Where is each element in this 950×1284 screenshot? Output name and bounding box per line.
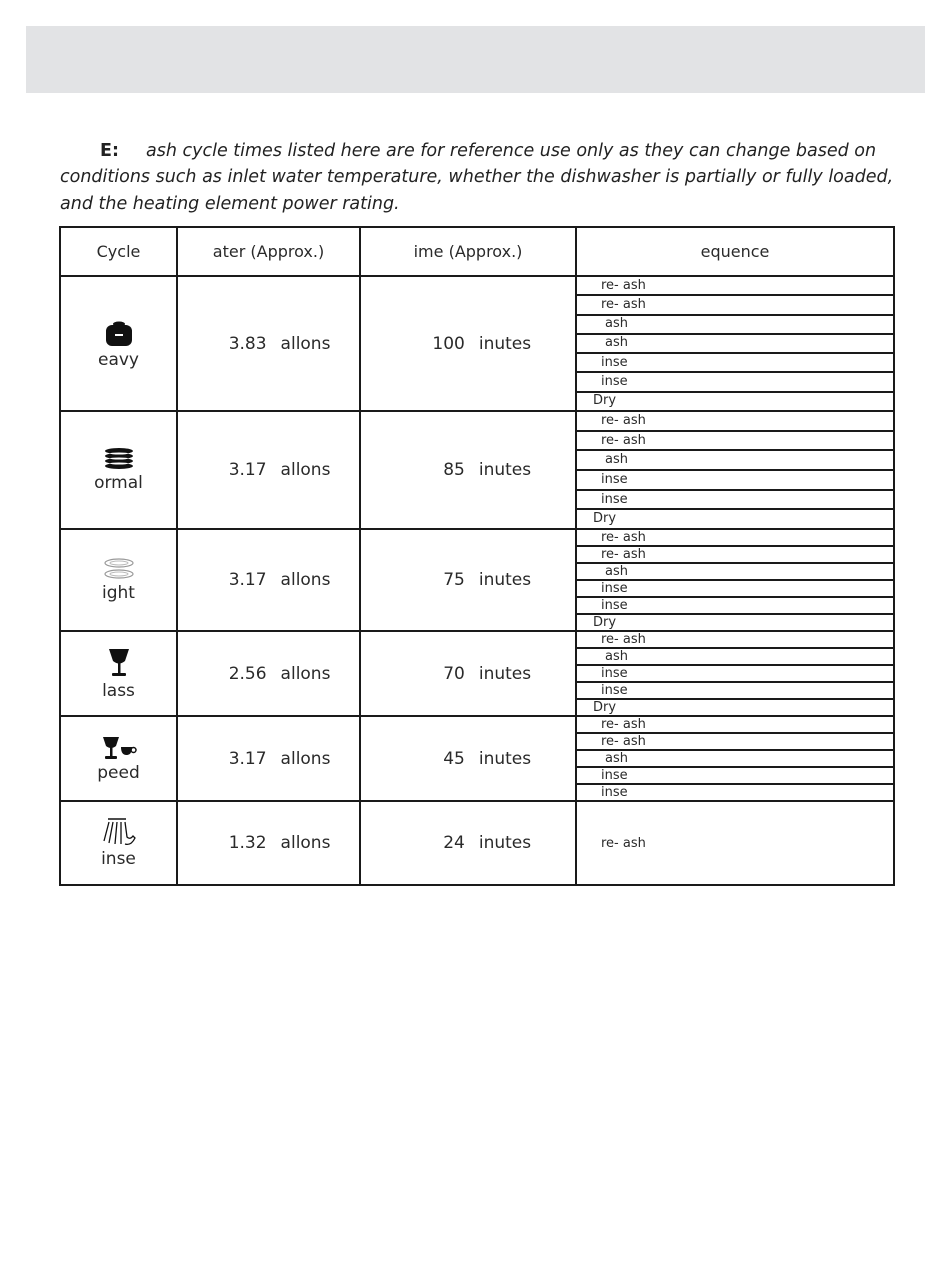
wine-glass-icon xyxy=(107,647,131,679)
sequence-step: re- ash xyxy=(577,530,893,547)
sequence-step: re- ash xyxy=(577,412,893,432)
cycle-name: peed xyxy=(97,762,140,783)
sequence-step: Dry xyxy=(593,699,617,715)
table-row xyxy=(60,631,894,716)
sequence-step: inse xyxy=(601,784,628,800)
sequence-step: Dry xyxy=(593,511,617,527)
sequence-step: inse xyxy=(577,768,893,785)
header-cycle: Cycle xyxy=(60,227,177,276)
cycle-name: lass xyxy=(102,680,135,701)
sequence-step: inse xyxy=(577,491,893,511)
cycle-cell xyxy=(60,801,177,885)
water-cell: 1.32 allons xyxy=(177,801,360,885)
sequence-cell xyxy=(576,276,894,411)
sequence-cell xyxy=(576,529,894,631)
note-text: ash cycle times listed here are for reference use only as they can change based on conditions such as inlet water temperature, whether the dishwasher is partially or fully loaded, and the heating element power rating. xyxy=(60,140,894,214)
table-row xyxy=(60,276,894,411)
time-cell: 24 inutes xyxy=(360,801,576,885)
glass-and-cup-icon xyxy=(101,735,137,761)
sequence-step: re- ash xyxy=(577,734,893,751)
water-cell: 3.17 allons xyxy=(177,529,360,631)
cycle-cell xyxy=(60,411,177,529)
stacked-plates-icon xyxy=(103,447,135,471)
header-time: ime (Approx.) xyxy=(360,227,576,276)
cycle-cell xyxy=(60,716,177,801)
cycle-name: ormal xyxy=(94,473,143,493)
note-paragraph xyxy=(60,138,900,218)
header-bar xyxy=(26,26,925,93)
water-cell: 2.56 allons xyxy=(177,631,360,716)
table-row xyxy=(60,801,894,885)
light-plates-icon xyxy=(102,557,136,581)
sequence-step: ash xyxy=(577,649,893,666)
sequence-step: inse xyxy=(577,581,893,598)
sequence-step: re- ash xyxy=(577,717,893,734)
table-row xyxy=(60,411,894,529)
sequence-step: inse xyxy=(577,354,893,373)
sequence-step: inse xyxy=(577,683,893,700)
note-lead: E: xyxy=(100,140,119,161)
cycle-cell xyxy=(60,631,177,716)
sequence-step: re- ash xyxy=(577,632,893,649)
sequence-step: Dry xyxy=(593,393,617,409)
time-cell: 85 inutes xyxy=(360,411,576,529)
sequence-cell xyxy=(576,411,894,529)
table-header-row xyxy=(60,227,894,276)
sequence-step: re- ash xyxy=(601,835,646,851)
sequence-step: re- ash xyxy=(577,432,893,452)
sequence-step: inse xyxy=(577,666,893,683)
sequence-step: inse xyxy=(577,471,893,491)
header-sequence: equence xyxy=(576,227,894,276)
time-cell: 45 inutes xyxy=(360,716,576,801)
sequence-cell xyxy=(576,716,894,801)
time-cell: 70 inutes xyxy=(360,631,576,716)
sequence-step: ash xyxy=(577,335,893,354)
time-cell: 100 inutes xyxy=(360,276,576,411)
sequence-step: inse xyxy=(577,598,893,615)
sequence-step: ash xyxy=(577,316,893,335)
sequence-step: re- ash xyxy=(577,547,893,564)
sequence-step: inse xyxy=(577,373,893,392)
sequence-step: re- ash xyxy=(577,296,893,315)
header-water: ater (Approx.) xyxy=(177,227,360,276)
cycle-name: inse xyxy=(101,849,136,869)
sequence-step: ash xyxy=(577,751,893,768)
table-row xyxy=(60,716,894,801)
cycle-cell xyxy=(60,529,177,631)
sequence-step: ash xyxy=(577,451,893,471)
cycle-table xyxy=(59,226,895,886)
sequence-step: Dry xyxy=(593,614,617,630)
table-row xyxy=(60,529,894,631)
sequence-cell xyxy=(576,801,894,885)
water-cell: 3.17 allons xyxy=(177,716,360,801)
heavy-pot-icon xyxy=(103,318,135,348)
water-cell: 3.17 allons xyxy=(177,411,360,529)
rinse-spray-icon xyxy=(101,817,137,847)
cycle-name: eavy xyxy=(98,349,139,370)
sequence-cell xyxy=(576,631,894,716)
cycle-name: ight xyxy=(102,583,135,603)
cycle-cell xyxy=(60,276,177,411)
sequence-step: re- ash xyxy=(577,277,893,296)
sequence-step: ash xyxy=(577,564,893,581)
time-cell: 75 inutes xyxy=(360,529,576,631)
water-cell: 3.83 allons xyxy=(177,276,360,411)
